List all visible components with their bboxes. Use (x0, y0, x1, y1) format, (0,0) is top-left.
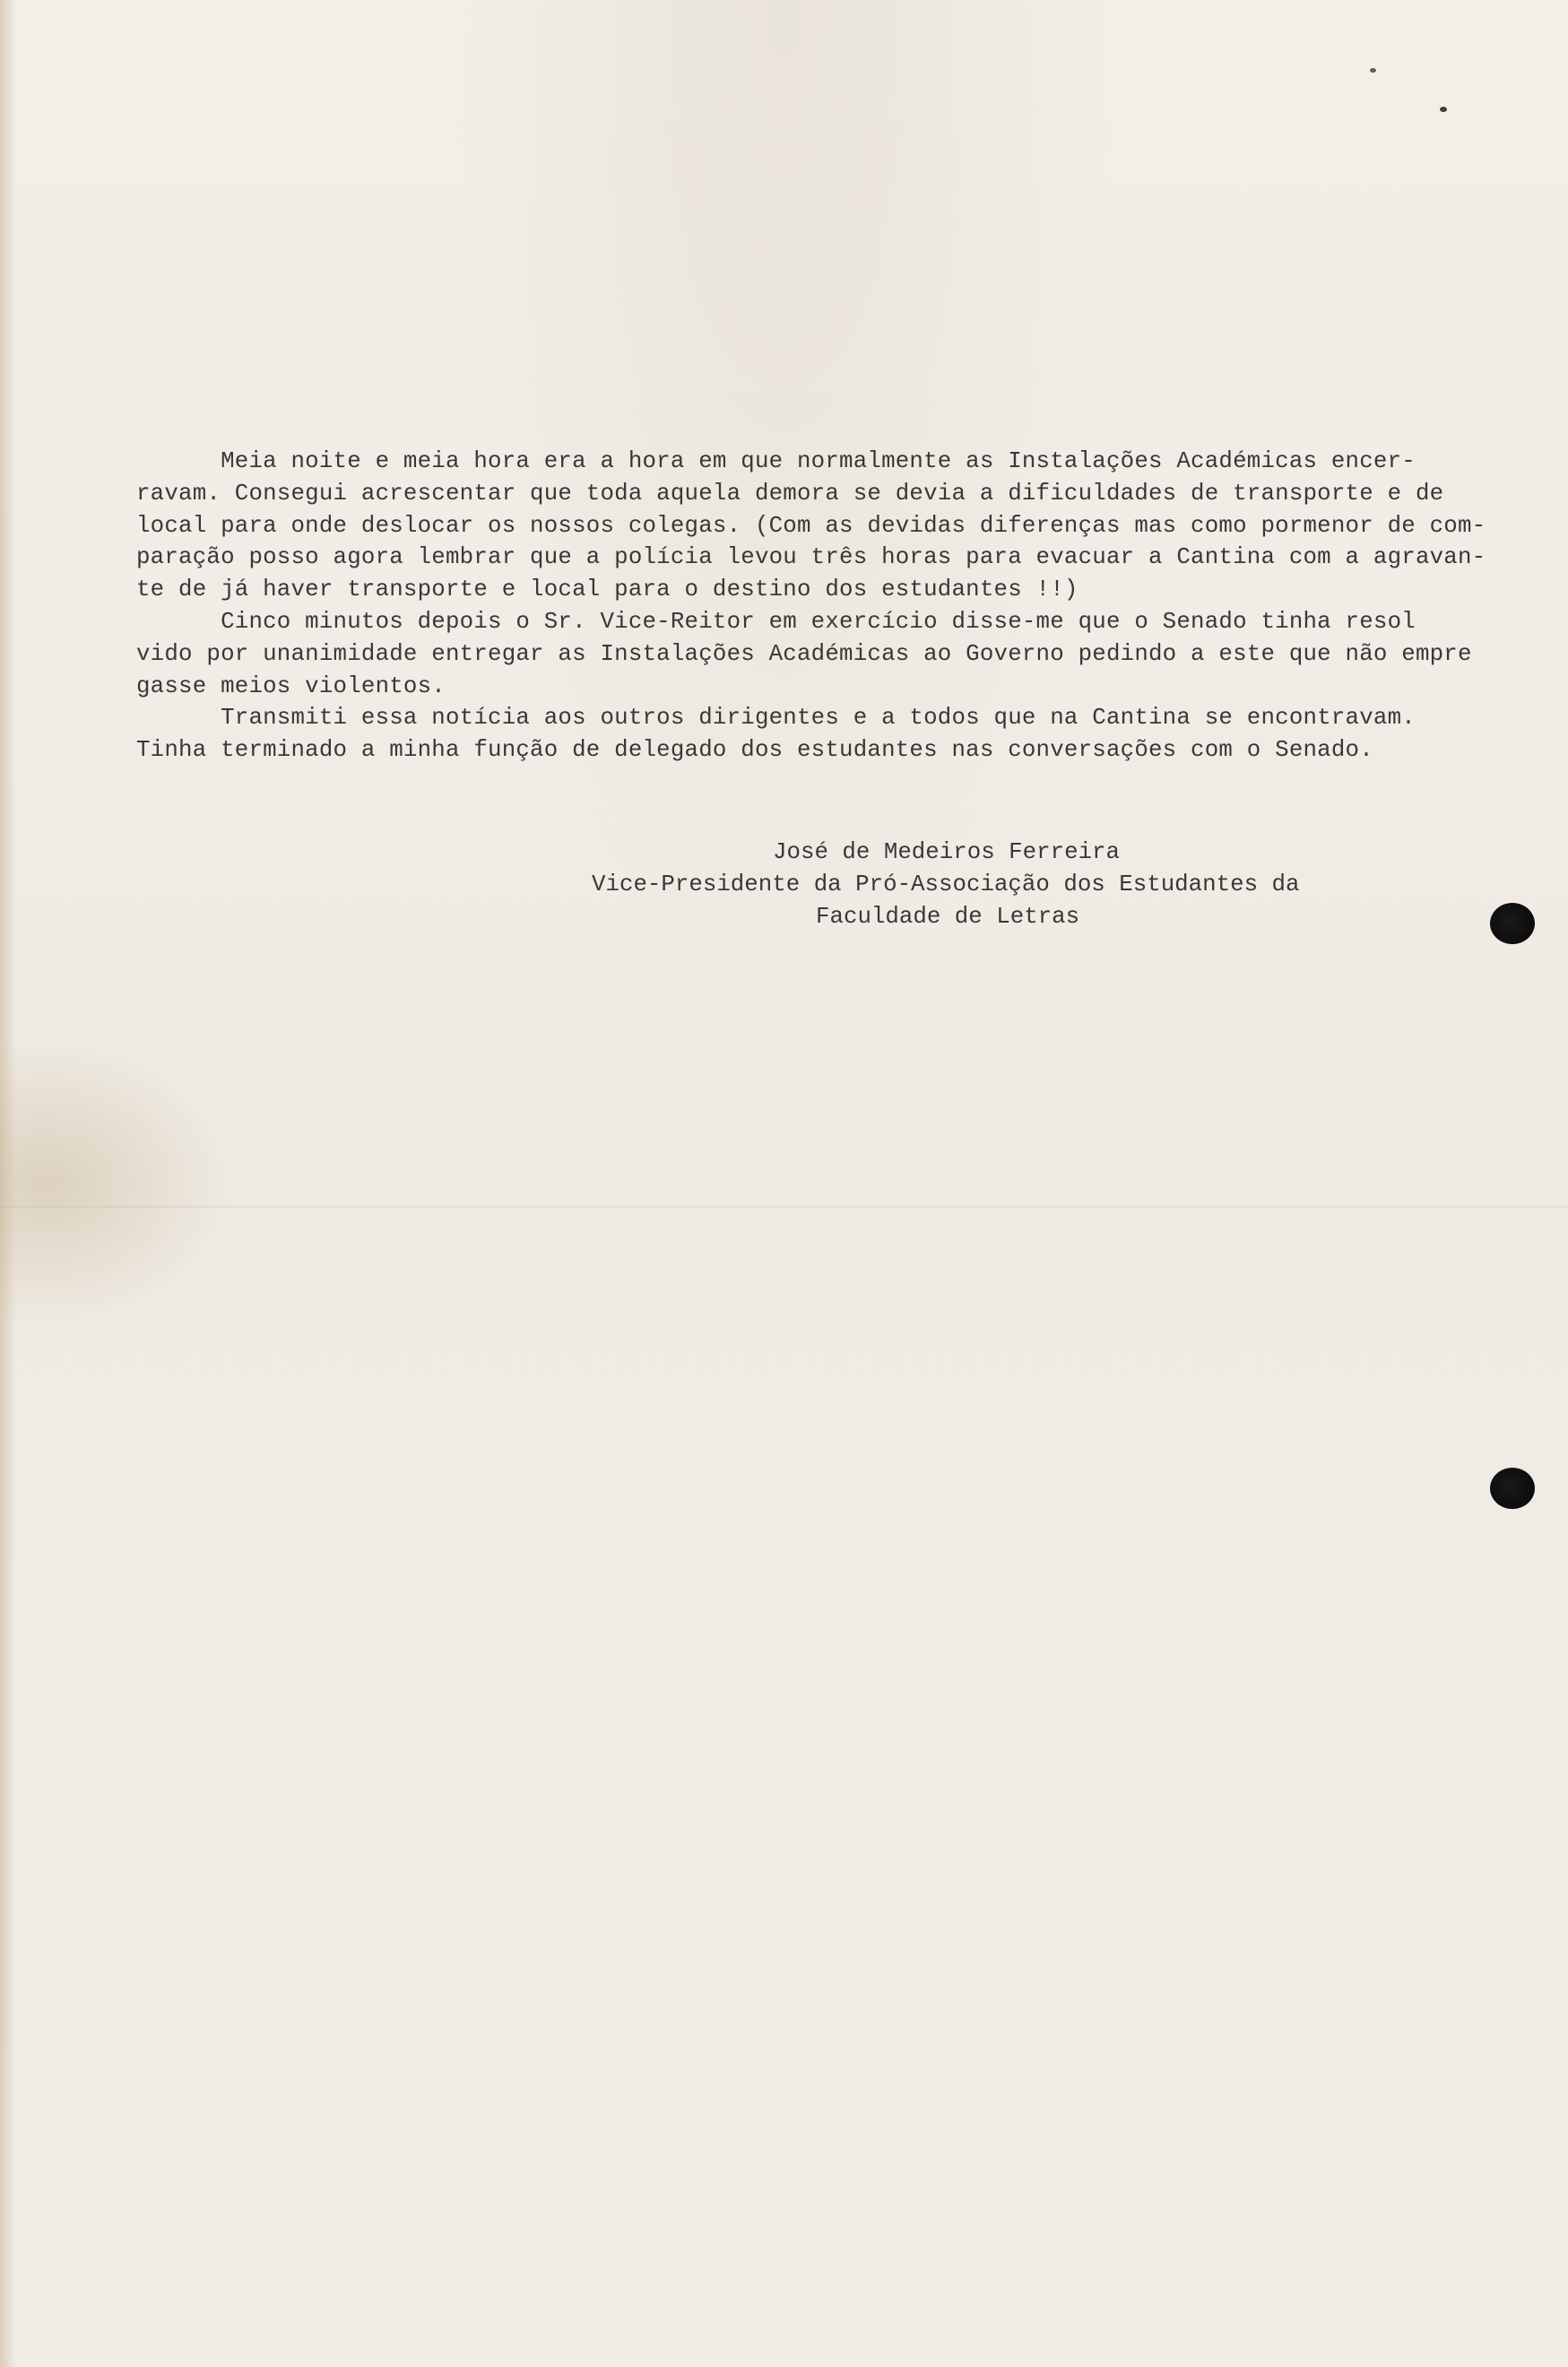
paragraph-3 (136, 702, 1499, 767)
paragraph-2 (136, 606, 1499, 702)
text-line: vido por unanimidade entregar as Instalações Académicas ao Governo pedindo a este que não empre (136, 640, 1472, 667)
ink-speck (1440, 107, 1447, 112)
ink-speck (1370, 68, 1376, 73)
paragraph-1 (136, 446, 1499, 606)
text-line: Meia noite e meia hora era a hora em que normalmente as Instalações Académicas encer- (136, 448, 1416, 474)
letter-body (136, 446, 1499, 767)
paper-fold-line (0, 1206, 1568, 1208)
text-line: te de já haver transporte e local para o destino dos estudantes !!) (136, 577, 1079, 603)
text-line: Cinco minutos depois o Sr. Vice-Reitor em exercício disse-me que o Senado tinha resol (136, 608, 1416, 635)
paper-edge-stain (0, 0, 16, 2367)
punch-hole (1490, 1468, 1535, 1509)
text-line: local para onde deslocar os nossos colegas. (Com as devidas diferenças mas como pormenor de com- (136, 512, 1486, 539)
signatory-title: Vice-Presidente da Pró-Associação dos Estudantes da (592, 871, 1300, 897)
signature-block (538, 837, 1434, 932)
text-line: Transmiti essa notícia aos outros dirigentes e a todos que na Cantina se encontravam. (136, 705, 1416, 732)
signatory-faculty: Faculdade de Letras (816, 903, 1080, 930)
signatory-name: José de Medeiros Ferreira (773, 839, 1121, 865)
text-line: Tinha terminado a minha função de delegado dos estudantes nas conversações com o Senado. (136, 737, 1373, 764)
text-line: paração posso agora lembrar que a polícia levou três horas para evacuar a Cantina com a agravan- (136, 544, 1486, 571)
punch-hole (1490, 903, 1535, 944)
text-line: ravam. Consegui acrescentar que toda aquela demora se devia a dificuldades de transporte e de (136, 480, 1444, 507)
text-line: gasse meios violentos. (136, 672, 446, 699)
